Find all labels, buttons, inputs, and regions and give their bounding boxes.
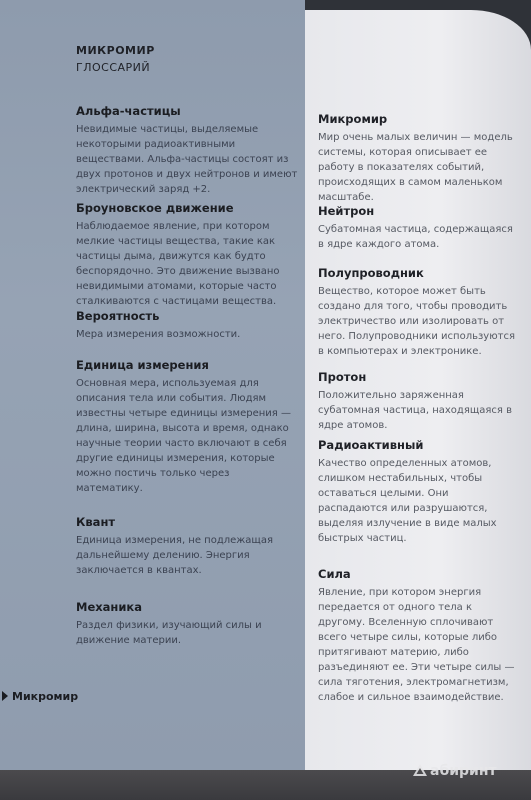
glossary-entry: [76, 201, 298, 309]
glossary-term: Полупроводник: [318, 266, 424, 280]
glossary-term: Броуновское движение: [76, 201, 234, 215]
glossary-term: Протон: [318, 370, 367, 384]
glossary-definition: Мера измерения возможности.: [76, 329, 241, 340]
glossary-definition: Субатомная частица, содержащаяся в ядре каждого атома.: [318, 224, 513, 250]
watermark: [412, 763, 497, 779]
glossary-entry: [76, 104, 298, 197]
glossary-term: Механика: [76, 600, 142, 614]
section-subtitle: ГЛОССАРИЙ: [76, 61, 151, 74]
glossary-entry: [318, 204, 518, 252]
glossary-entry: [76, 600, 298, 648]
glossary-term: Единица измерения: [76, 358, 209, 372]
glossary-term: Радиоактивный: [318, 438, 424, 452]
glossary-entry: [318, 266, 518, 359]
labirint-logo-icon: [412, 763, 428, 777]
glossary-definition: Вещество, которое может быть создано для того, чтобы проводить электричество или изолировать от него. Полупроводники используются в компьютерах и электронике.: [318, 286, 515, 357]
running-footer: [2, 690, 78, 703]
glossary-definition: Единица измерения, не подлежащая дальнейшему делению. Энергия заключается в квантах.: [76, 535, 273, 576]
glossary-entry: [318, 112, 518, 205]
glossary-term: Альфа-частицы: [76, 104, 181, 118]
glossary-entry: [318, 370, 518, 433]
glossary-definition: Мир очень малых величин — модель системы, которая описывает ее работу в показателях событий, происходящих в самом маленьком масштабе.: [318, 132, 513, 203]
glossary-entry: [318, 438, 518, 546]
glossary-entry: [318, 567, 518, 705]
triangle-marker-icon: [2, 691, 8, 701]
glossary-entry: [76, 309, 298, 342]
glossary-definition: Невидимые частицы, выделяемые некоторыми радиоактивными веществами. Альфа-частицы состоят из двух протонов и двух нейтронов и имеют электрический заряд +2.: [76, 124, 298, 195]
glossary-entry: [76, 358, 298, 496]
glossary-term: Микромир: [318, 112, 388, 126]
footer-label: Микромир: [12, 690, 79, 703]
glossary-definition: Качество определенных атомов, слишком нестабильных, чтобы оставаться целыми. Они распадаются или разрушаются, выделяя излучение в виде малых быстрых частиц.: [318, 458, 497, 544]
page-header: [76, 44, 155, 74]
glossary-entry: [76, 515, 298, 578]
section-title: МИКРОМИР: [76, 44, 155, 57]
glossary-term: Нейтрон: [318, 204, 375, 218]
glossary-term: Квант: [76, 515, 116, 529]
glossary-definition: Раздел физики, изучающий силы и движение материи.: [76, 620, 262, 646]
glossary-definition: Положительно заряженная субатомная частица, находящаяся в ядре атомов.: [318, 390, 512, 431]
watermark-text: абиринт: [430, 763, 497, 779]
glossary-term: Вероятность: [76, 309, 160, 323]
glossary-term: Сила: [318, 567, 351, 581]
glossary-definition: Основная мера, используемая для описания тела или события. Людям известны четыре единицы измерения — длина, ширина, высота и время, однако научные теории часто включают в себя другие единицы измерения, которые можно постичь только через математику.: [76, 378, 291, 494]
glossary-definition: Наблюдаемое явление, при котором мелкие частицы вещества, такие как частицы дыма, движутся как будто беспорядочно. Это движение вызвано невидимыми атомами, которые часто сталкиваются с частицами вещества.: [76, 221, 280, 307]
glossary-definition: Явление, при котором энергия передается от одного тела к другому. Вселенную сплочивают всего четыре силы, которые либо притягивают материю, либо разъединяют ее. Эти четыре силы — сила тяготения, электромагнетизм, слабое и сильное взаимодействие.: [318, 587, 515, 703]
